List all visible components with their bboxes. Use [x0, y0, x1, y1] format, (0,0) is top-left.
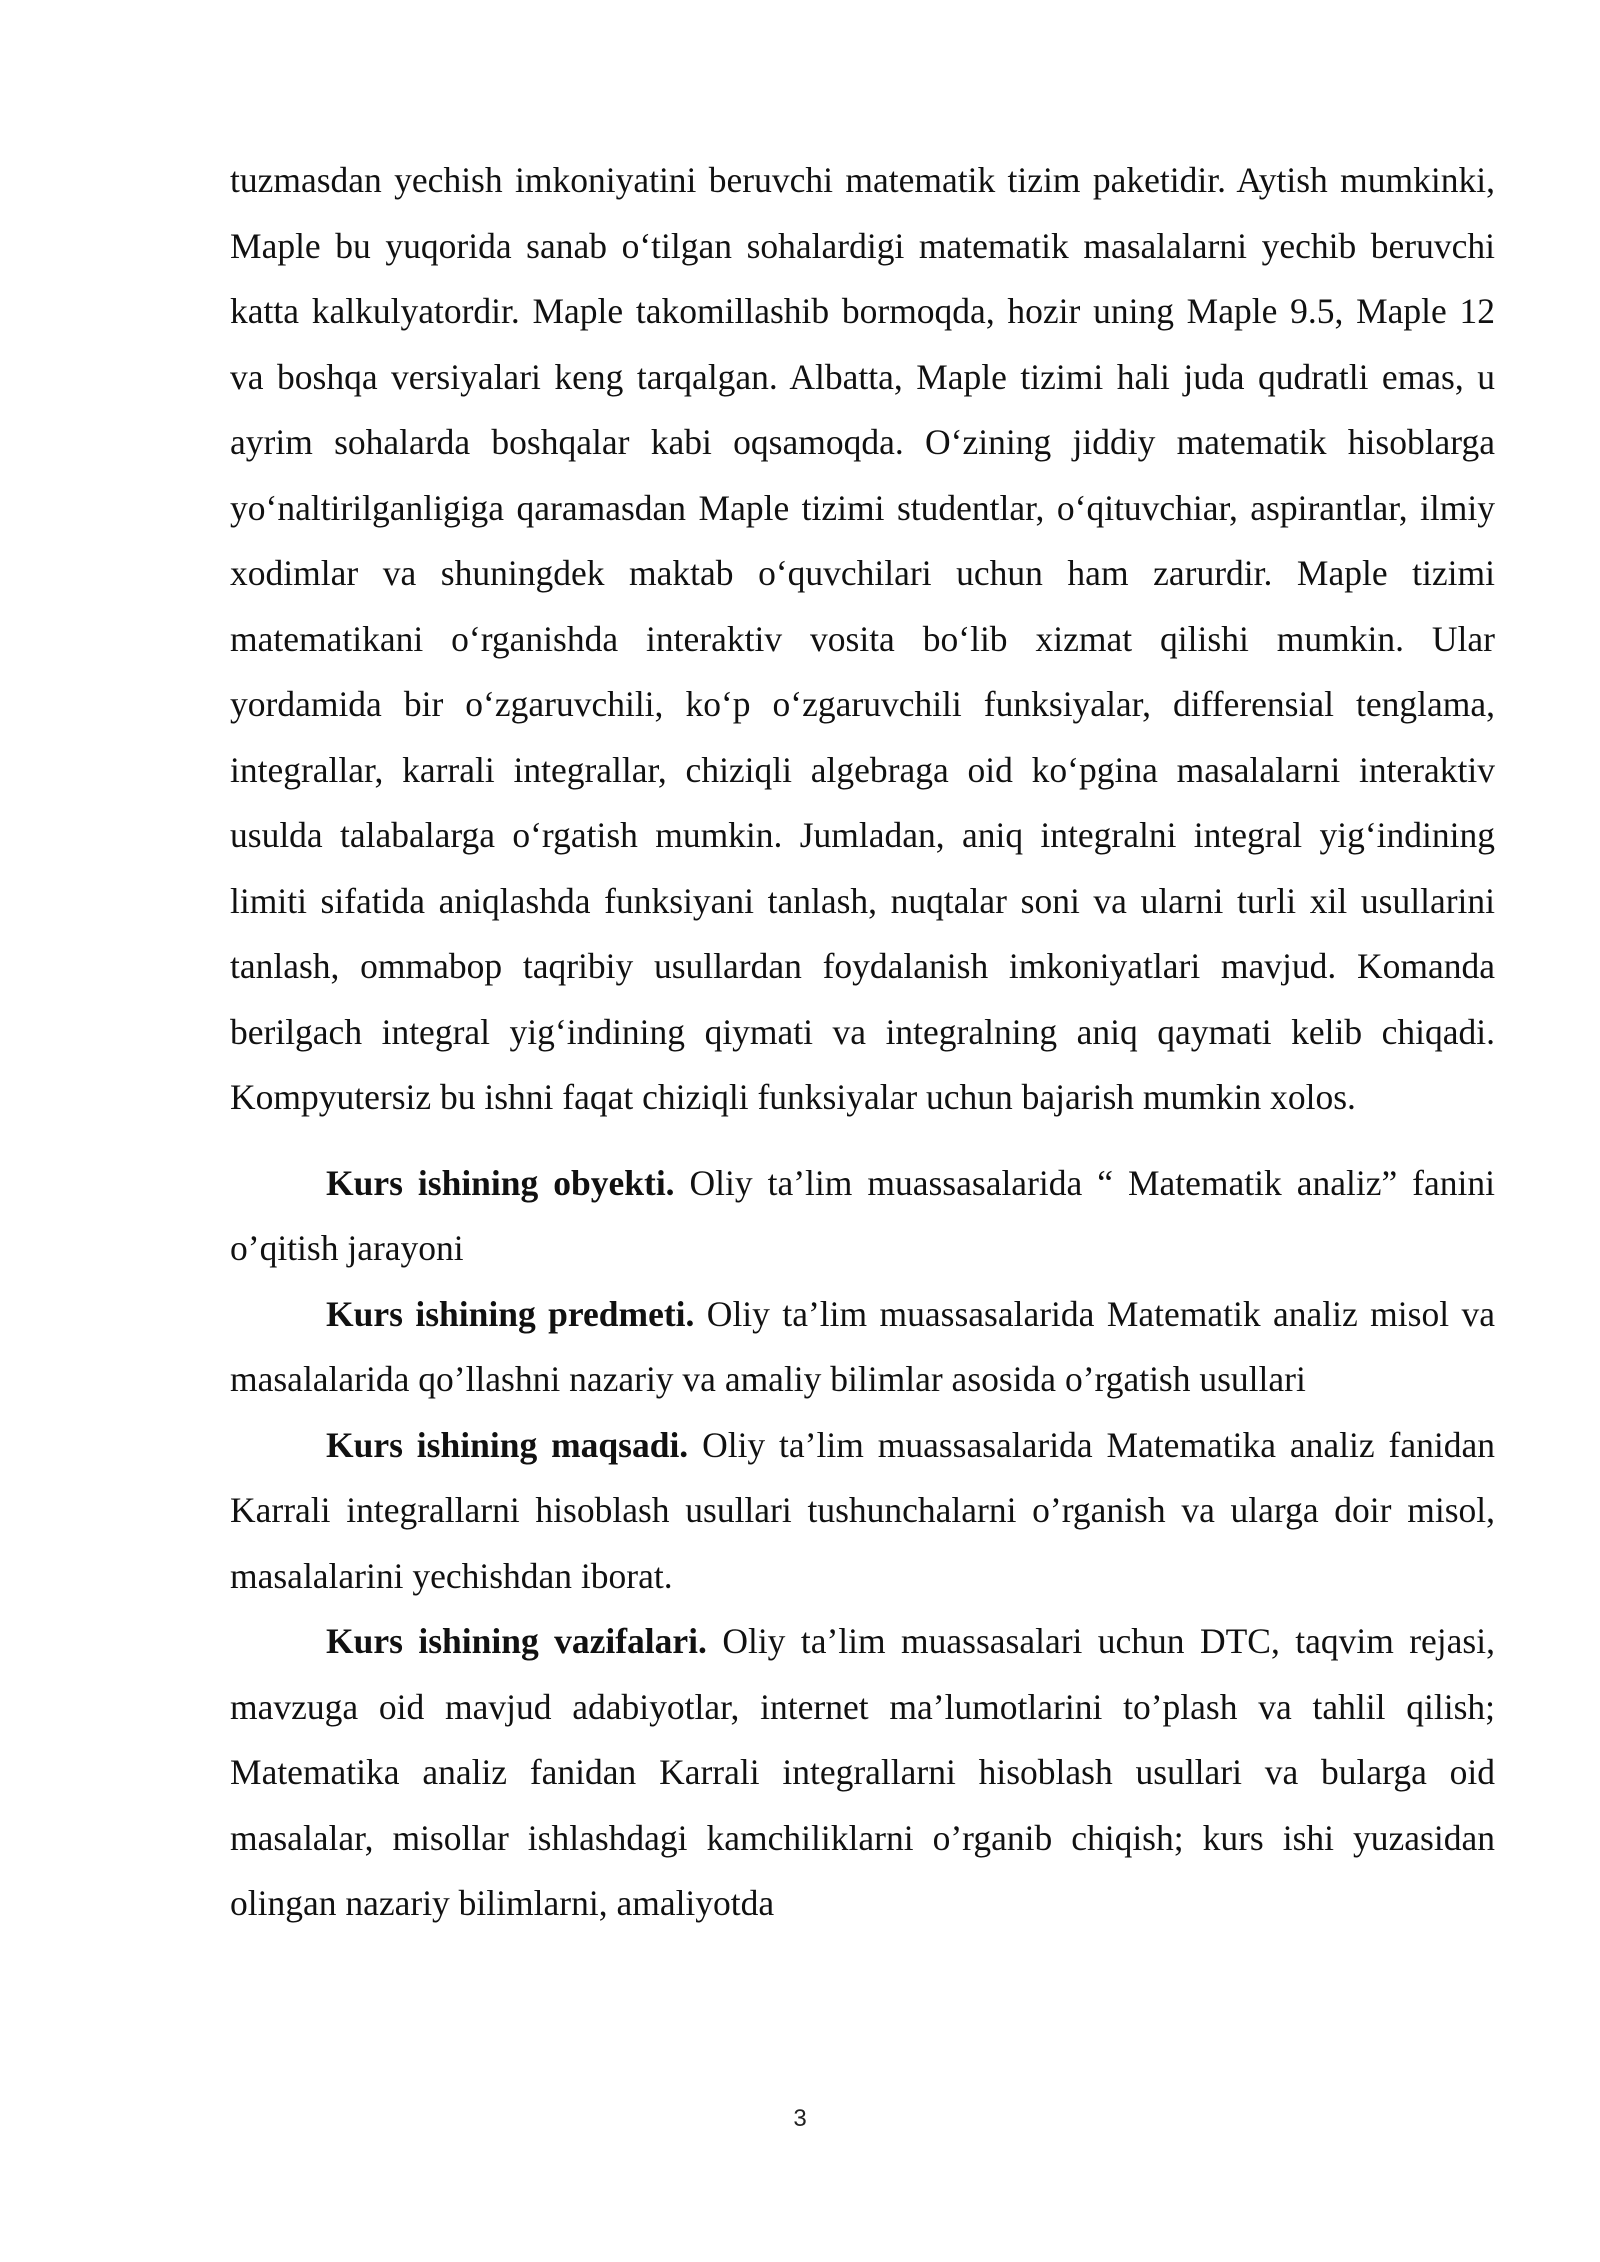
page-number: 3 — [793, 2105, 807, 2132]
tasks-text: Oliy ta’lim muassasalari uchun DTC, taqvim rejasi, mavzuga oid mavjud adabiyotlar, internet ma’lumotlarini to’plash va tahlil qilish; Matematika analiz fanidan Karrali integrallarni hisoblash usullari va bularga oid masalalar, misollar ishlashdagi kamchiliklarni o’rganib chiqish; kurs ishi yuzasidan olingan nazariy bilimlarni, amaliyotda — [230, 1621, 1495, 1923]
object-text: Oliy ta’lim muassasalarida “ Matematik analiz” fanini o’qitish jarayoni — [230, 1162, 1495, 1268]
document-page — [230, 148, 1495, 1937]
object-paragraph — [230, 1151, 1495, 1282]
goal-label: Kurs ishining maqsadi. — [326, 1424, 689, 1465]
goal-text: Oliy ta’lim muassasalarida Matematika analiz fanidan Karrali integrallarni hisoblash usullari tushunchalarni o’rganish va ularga doir misol, masalalarini yechishdan iborat. — [230, 1424, 1495, 1596]
object-label: Kurs ishining obyekti. — [326, 1162, 675, 1203]
goal-paragraph — [230, 1413, 1495, 1610]
tasks-label: Kurs ishining vazifalari. — [326, 1621, 707, 1661]
subject-text: Oliy ta’lim muassasalarida Matematik analiz misol va masalalarida qo’llashni nazariy va amaliy bilimlar asosida o’rgatish usullari — [230, 1293, 1495, 1399]
subject-label: Kurs ishining predmeti. — [326, 1293, 695, 1334]
intro-paragraph: tuzmasdan yechish imkoniyatini beruvchi matematik tizim paketidir. Aytish mumkinki, Maple bu yuqorida sanab o‘tilgan sohalardigi matematik masalalarni yechib beruvchi katta kalkulyatordir. Maple takomillashib bormoqda, hozir uning Maple 9.5, Maple 12 va boshqa versiyalari keng tarqalgan. Albatta, Maple tizimi hali juda qudratli emas, u ayrim sohalarda boshqalar kabi oqsamoqda. O‘zining jiddiy matematik hisoblarga yo‘naltirilganligiga qaramasdan Maple tizimi studentlar, o‘qituvchiar, aspirantlar, ilmiy xodimlar va shuningdek maktab o‘quvchilari uchun ham zarurdir. Maple tizimi matematikani o‘rganishda interaktiv vosita bo‘lib xizmat qilishi mumkin. Ular yordamida bir o‘zgaruvchili, ko‘p o‘zgaruvchili funksiyalar, differensial tenglama, integrallar, karrali integrallar, chiziqli algebraga oid ko‘pgina masalalarni interaktiv usulda talabalarga o‘rgatish mumkin. Jumladan, aniq integralni integral yig‘indining limiti sifatida aniqlashda funksiyani tanlash, nuqtalar soni va ularni turli xil usullarini tanlash, ommabop taqribiy usullardan foydalanish imkoniyatlari mavjud. Komanda berilgach integral yig‘indining qiymati va integralning aniq qaymati kelib chiqadi. Kompyutersiz bu ishni faqat chiziqli funksiyalar uchun bajarish mumkin xolos. — [230, 160, 1495, 1117]
subject-paragraph — [230, 1282, 1495, 1413]
tasks-paragraph — [230, 1609, 1495, 1937]
